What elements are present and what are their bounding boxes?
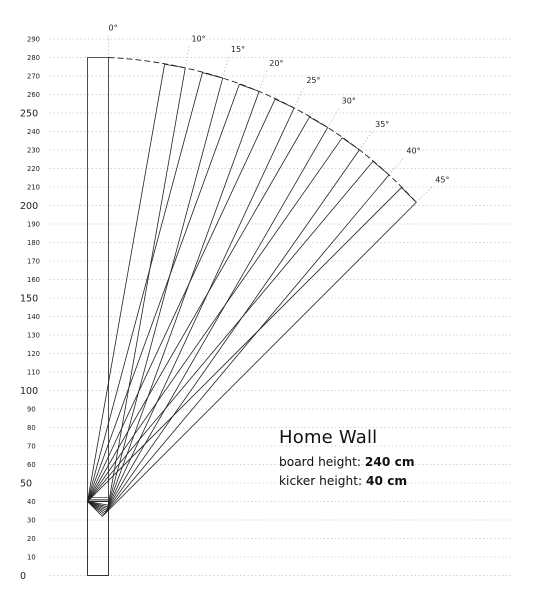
y-tick-label: 130 [27,331,40,340]
y-tick-label: 250 [20,108,39,120]
y-tick-label: 0 [20,571,27,582]
angle-label-15: 15° [230,44,246,54]
angle-leader [294,86,304,108]
y-tick-label: 70 [27,442,36,451]
y-tick-label: 180 [27,239,40,247]
y-tick-label: 50 [20,478,33,490]
overhang-arc [109,58,417,203]
gridlines [50,39,512,576]
y-tick-label: 20 [27,535,36,543]
angle-label-35: 35° [375,120,390,130]
y-tick-label: 240 [27,128,40,136]
y-tick-label: 10 [27,553,36,562]
angle-leader [259,69,267,92]
kicker-height-label: kicker height: [279,474,363,488]
angle-label-0: 0° [108,23,118,33]
board-height-label: board height: [279,455,362,469]
y-tick-label: 220 [27,165,40,173]
y-tick-label: 270 [27,72,40,81]
angle-label-40: 40° [406,146,421,156]
angle-leader [185,44,189,68]
y-tick-label: 60 [27,461,36,469]
wall-title: Home Wall [279,427,378,448]
y-tick-label: 120 [27,350,40,358]
angle-leader [223,55,229,78]
angle-label-10: 10° [191,34,206,44]
y-axis-labels [20,36,40,583]
board-10-deg [88,64,186,505]
angle-label-45: 45° [435,175,450,185]
board-height-value: 240 cm [364,455,415,469]
angle-leader [389,156,404,174]
y-tick-label: 40 [27,498,36,506]
wall-info [279,427,415,491]
angle-label-30: 30° [341,96,356,106]
board-height-row [279,453,415,472]
y-tick-label: 290 [27,35,40,44]
y-tick-label: 200 [20,201,39,212]
angle-leader [416,185,433,202]
kicker-height-row [279,472,415,491]
angle-label-20: 20° [269,58,284,68]
y-tick-label: 30 [27,516,36,525]
y-tick-label: 260 [27,91,40,99]
y-tick-label: 230 [27,146,40,155]
y-tick-label: 140 [27,313,40,321]
angle-leader [359,130,373,150]
y-tick-label: 190 [27,220,40,229]
y-tick-label: 150 [20,293,39,305]
angle-leader [328,107,340,128]
y-tick-label: 90 [27,405,36,414]
y-tick-label: 210 [27,183,40,192]
angle-label-25: 25° [306,76,321,86]
y-tick-label: 160 [27,276,40,284]
y-tick-label: 100 [20,386,39,397]
y-tick-label: 110 [27,368,40,377]
y-tick-label: 280 [27,54,40,62]
y-tick-label: 170 [27,257,40,266]
y-tick-label: 80 [27,424,36,432]
kicker-height-value: 40 cm [365,474,408,488]
